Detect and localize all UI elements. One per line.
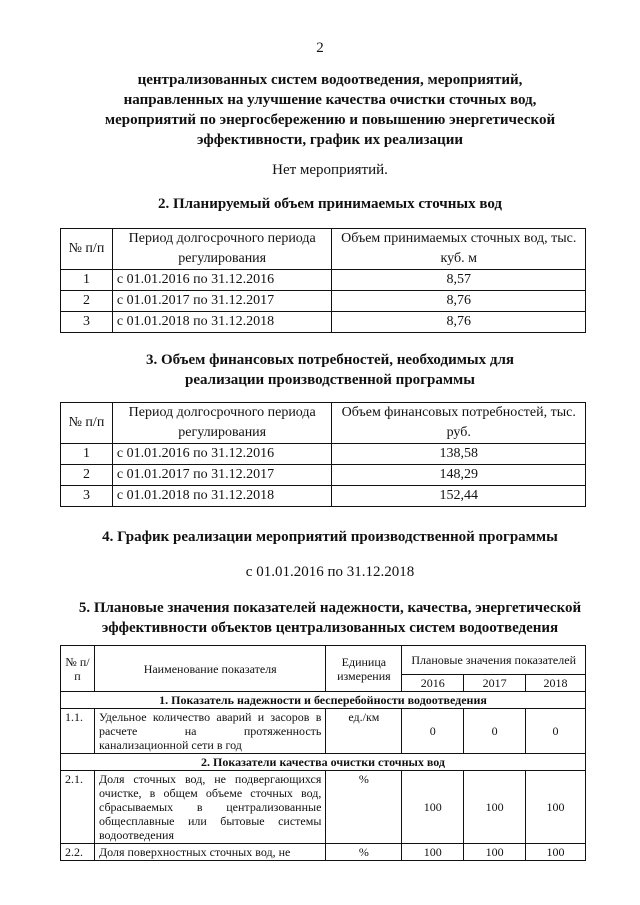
section2-title: 2. Планируемый объем принимаемых сточных вод	[157, 196, 503, 212]
row-value-2016: 100	[402, 844, 464, 861]
row-number: 2.1.	[61, 771, 95, 844]
section4-period: с 01.01.2016 по 31.12.2018	[245, 564, 415, 580]
row-number: 2	[61, 465, 113, 486]
row-value-2017: 0	[464, 709, 526, 754]
table-row	[61, 486, 586, 507]
row-value: 8,76	[332, 291, 586, 312]
row-name: Доля поверхностных сточных вод, не	[94, 844, 325, 861]
section5-title-line: 5. Плановые значения показателей надежности, качества, энергетической	[78, 600, 582, 616]
row-value: 138,58	[332, 444, 586, 465]
row-value: 148,29	[332, 465, 586, 486]
row-unit: %	[326, 844, 402, 861]
row-value-2016: 100	[402, 771, 464, 844]
header-cell-unit: Единица измерения	[326, 646, 402, 692]
no-measures-text: Нет мероприятий.	[272, 162, 388, 178]
intro-heading-line: направленных на улучшение качества очистки сточных вод,	[123, 92, 537, 108]
header-cell-finance: Объем финансовых потребностей, тыс. руб.	[332, 403, 586, 444]
row-value-2017: 100	[464, 844, 526, 861]
header-cell-number: № п/п	[61, 403, 113, 444]
header-cell-volume: Объем принимаемых сточных вод, тыс. куб. м	[332, 229, 586, 270]
row-period: с 01.01.2016 по 31.12.2016	[112, 270, 332, 291]
table-row	[61, 444, 586, 465]
row-number: 1	[61, 444, 113, 465]
header-cell-period: Период долгосрочного периода регулирования	[112, 403, 332, 444]
row-period: с 01.01.2017 по 31.12.2017	[112, 465, 332, 486]
row-value-2017: 100	[464, 771, 526, 844]
group-title: 2. Показатели качества очистки сточных вод	[61, 754, 586, 771]
table-row	[61, 270, 586, 291]
row-value-2018: 100	[526, 844, 586, 861]
header-cell-number: № п/п	[61, 229, 113, 270]
row-period: с 01.01.2016 по 31.12.2016	[112, 444, 332, 465]
intro-heading-line: централизованных систем водоотведения, мероприятий,	[137, 72, 523, 88]
row-value: 8,57	[332, 270, 586, 291]
row-name: Доля сточных вод, не подвергающихся очистке, в общем объеме сточных вод, сбрасываемых в централизованные общесплавные или бытовые системы водоотведения	[94, 771, 325, 844]
intro-heading-line: эффективности, график их реализации	[197, 132, 463, 148]
wastewater-volume-table	[60, 228, 586, 333]
section3-title-line: реализации производственной программы	[185, 372, 475, 388]
header-cell-number: № п/п	[61, 646, 95, 692]
row-period: с 01.01.2018 по 31.12.2018	[112, 312, 332, 333]
table-header-row	[61, 229, 586, 270]
header-cell-year: 2017	[464, 675, 526, 692]
table-row	[61, 844, 586, 861]
row-value-2018: 100	[526, 771, 586, 844]
row-value-2016: 0	[402, 709, 464, 754]
table-group-row	[61, 692, 586, 709]
financial-needs-table	[60, 402, 586, 507]
section3-title	[60, 350, 600, 390]
indicators-table	[60, 645, 586, 861]
page-number: 2	[316, 40, 324, 56]
section4-title: 4. График реализации мероприятий производственной программы	[102, 529, 558, 545]
intro-heading	[60, 70, 600, 150]
header-cell-year: 2018	[526, 675, 586, 692]
header-cell-planned: Плановые значения показателей	[402, 646, 586, 675]
intro-heading-line: мероприятий по энергосбережению и повышению энергетической	[104, 112, 556, 128]
row-number: 3	[61, 312, 113, 333]
section5-title	[40, 598, 620, 638]
row-name: Удельное количество аварий и засоров в расчете на протяженность канализационной сети в год	[94, 709, 325, 754]
row-value: 8,76	[332, 312, 586, 333]
section5-title-line: эффективности объектов централизованных систем водоотведения	[101, 620, 559, 636]
row-number: 1	[61, 270, 113, 291]
row-number: 2.2.	[61, 844, 95, 861]
table-row	[61, 771, 586, 844]
table-group-row	[61, 754, 586, 771]
row-period: с 01.01.2017 по 31.12.2017	[112, 291, 332, 312]
header-cell-year: 2016	[402, 675, 464, 692]
table-row	[61, 465, 586, 486]
table-header-row	[61, 403, 586, 444]
table-row	[61, 291, 586, 312]
header-cell-name: Наименование показателя	[94, 646, 325, 692]
header-cell-period: Период долгосрочного периода регулирования	[112, 229, 332, 270]
row-unit: ед./км	[326, 709, 402, 754]
row-number: 3	[61, 486, 113, 507]
group-title: 1. Показатель надежности и бесперебойности водоотведения	[61, 692, 586, 709]
row-number: 2	[61, 291, 113, 312]
row-period: с 01.01.2018 по 31.12.2018	[112, 486, 332, 507]
table-row	[61, 312, 586, 333]
row-number: 1.1.	[61, 709, 95, 754]
row-value-2018: 0	[526, 709, 586, 754]
table-row	[61, 709, 586, 754]
row-unit: %	[326, 771, 402, 844]
section3-title-line: 3. Объем финансовых потребностей, необходимых для	[145, 352, 515, 368]
row-value: 152,44	[332, 486, 586, 507]
table-header-row	[61, 646, 586, 675]
